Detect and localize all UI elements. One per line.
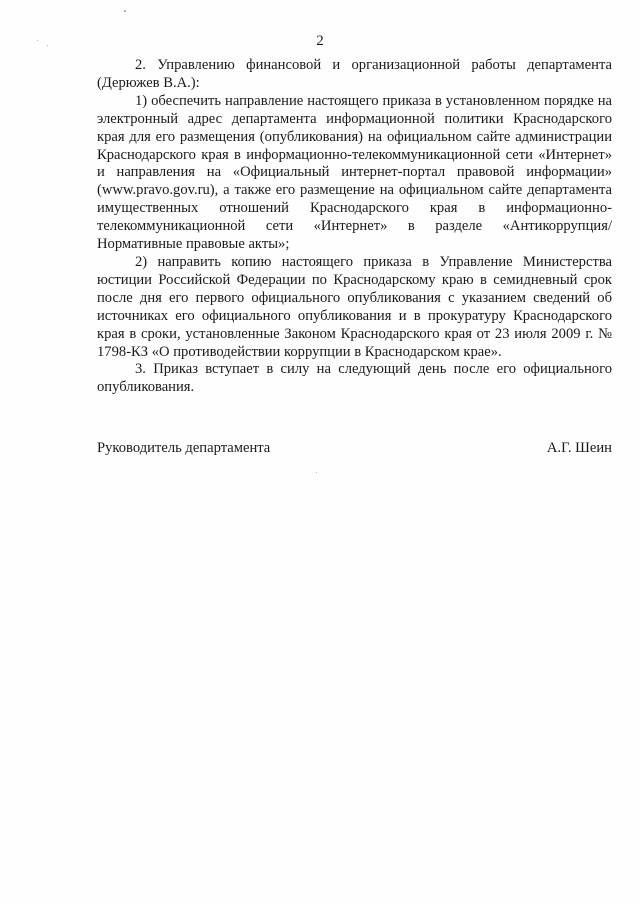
scan-speck [316, 472, 317, 473]
signatory-position: Руководитель департамента [97, 440, 271, 456]
document-body [97, 57, 612, 397]
paragraph-subitem-2: 2) направить копию настоящего приказа в Управление Министерства юстиции Российской Федерации по Краснодарскому краю в семидневный срок после дня его первого официального опубликования с указанием сведений об источниках его официального опубликования и в прокуратуру Краснодарского края в сроки, установленные Законом Краснодарского края от 23 июля 2009 г. № 1798-КЗ «О противодействии коррупции в Краснодарском крае». [97, 253, 612, 360]
scan-speck [124, 10, 126, 12]
signatory-name: А.Г. Шеин [546, 440, 612, 456]
paragraph-item-3: 3. Приказ вступает в силу на следующий день после его официального опубликования. [97, 361, 612, 396]
paragraph-item-2: 2. Управлению финансовой и организационной работы департамента (Дерюжев В.А.): [97, 57, 612, 91]
signature-block [97, 440, 612, 457]
paragraph-subitem-1: 1) обеспечить направление настоящего приказа в установленном порядке на электронный адрес департамента информационной политики Краснодарского края для его размещения (опубликования) на официальном сайте администрации Краснодарского края в информационно-телекоммуникационной сети «Интернет» и направления на «Официальный интернет-портал правовой информации» (www.pravo.gov.ru), а также его размещение на официальном сайте департамента имущественных отношений Краснодарского края в информационно-телекоммуникационной сети «Интернет» в разделе «Антикоррупция/Нормативные правовые акты»; [97, 92, 612, 253]
page-number: 2 [316, 33, 324, 49]
